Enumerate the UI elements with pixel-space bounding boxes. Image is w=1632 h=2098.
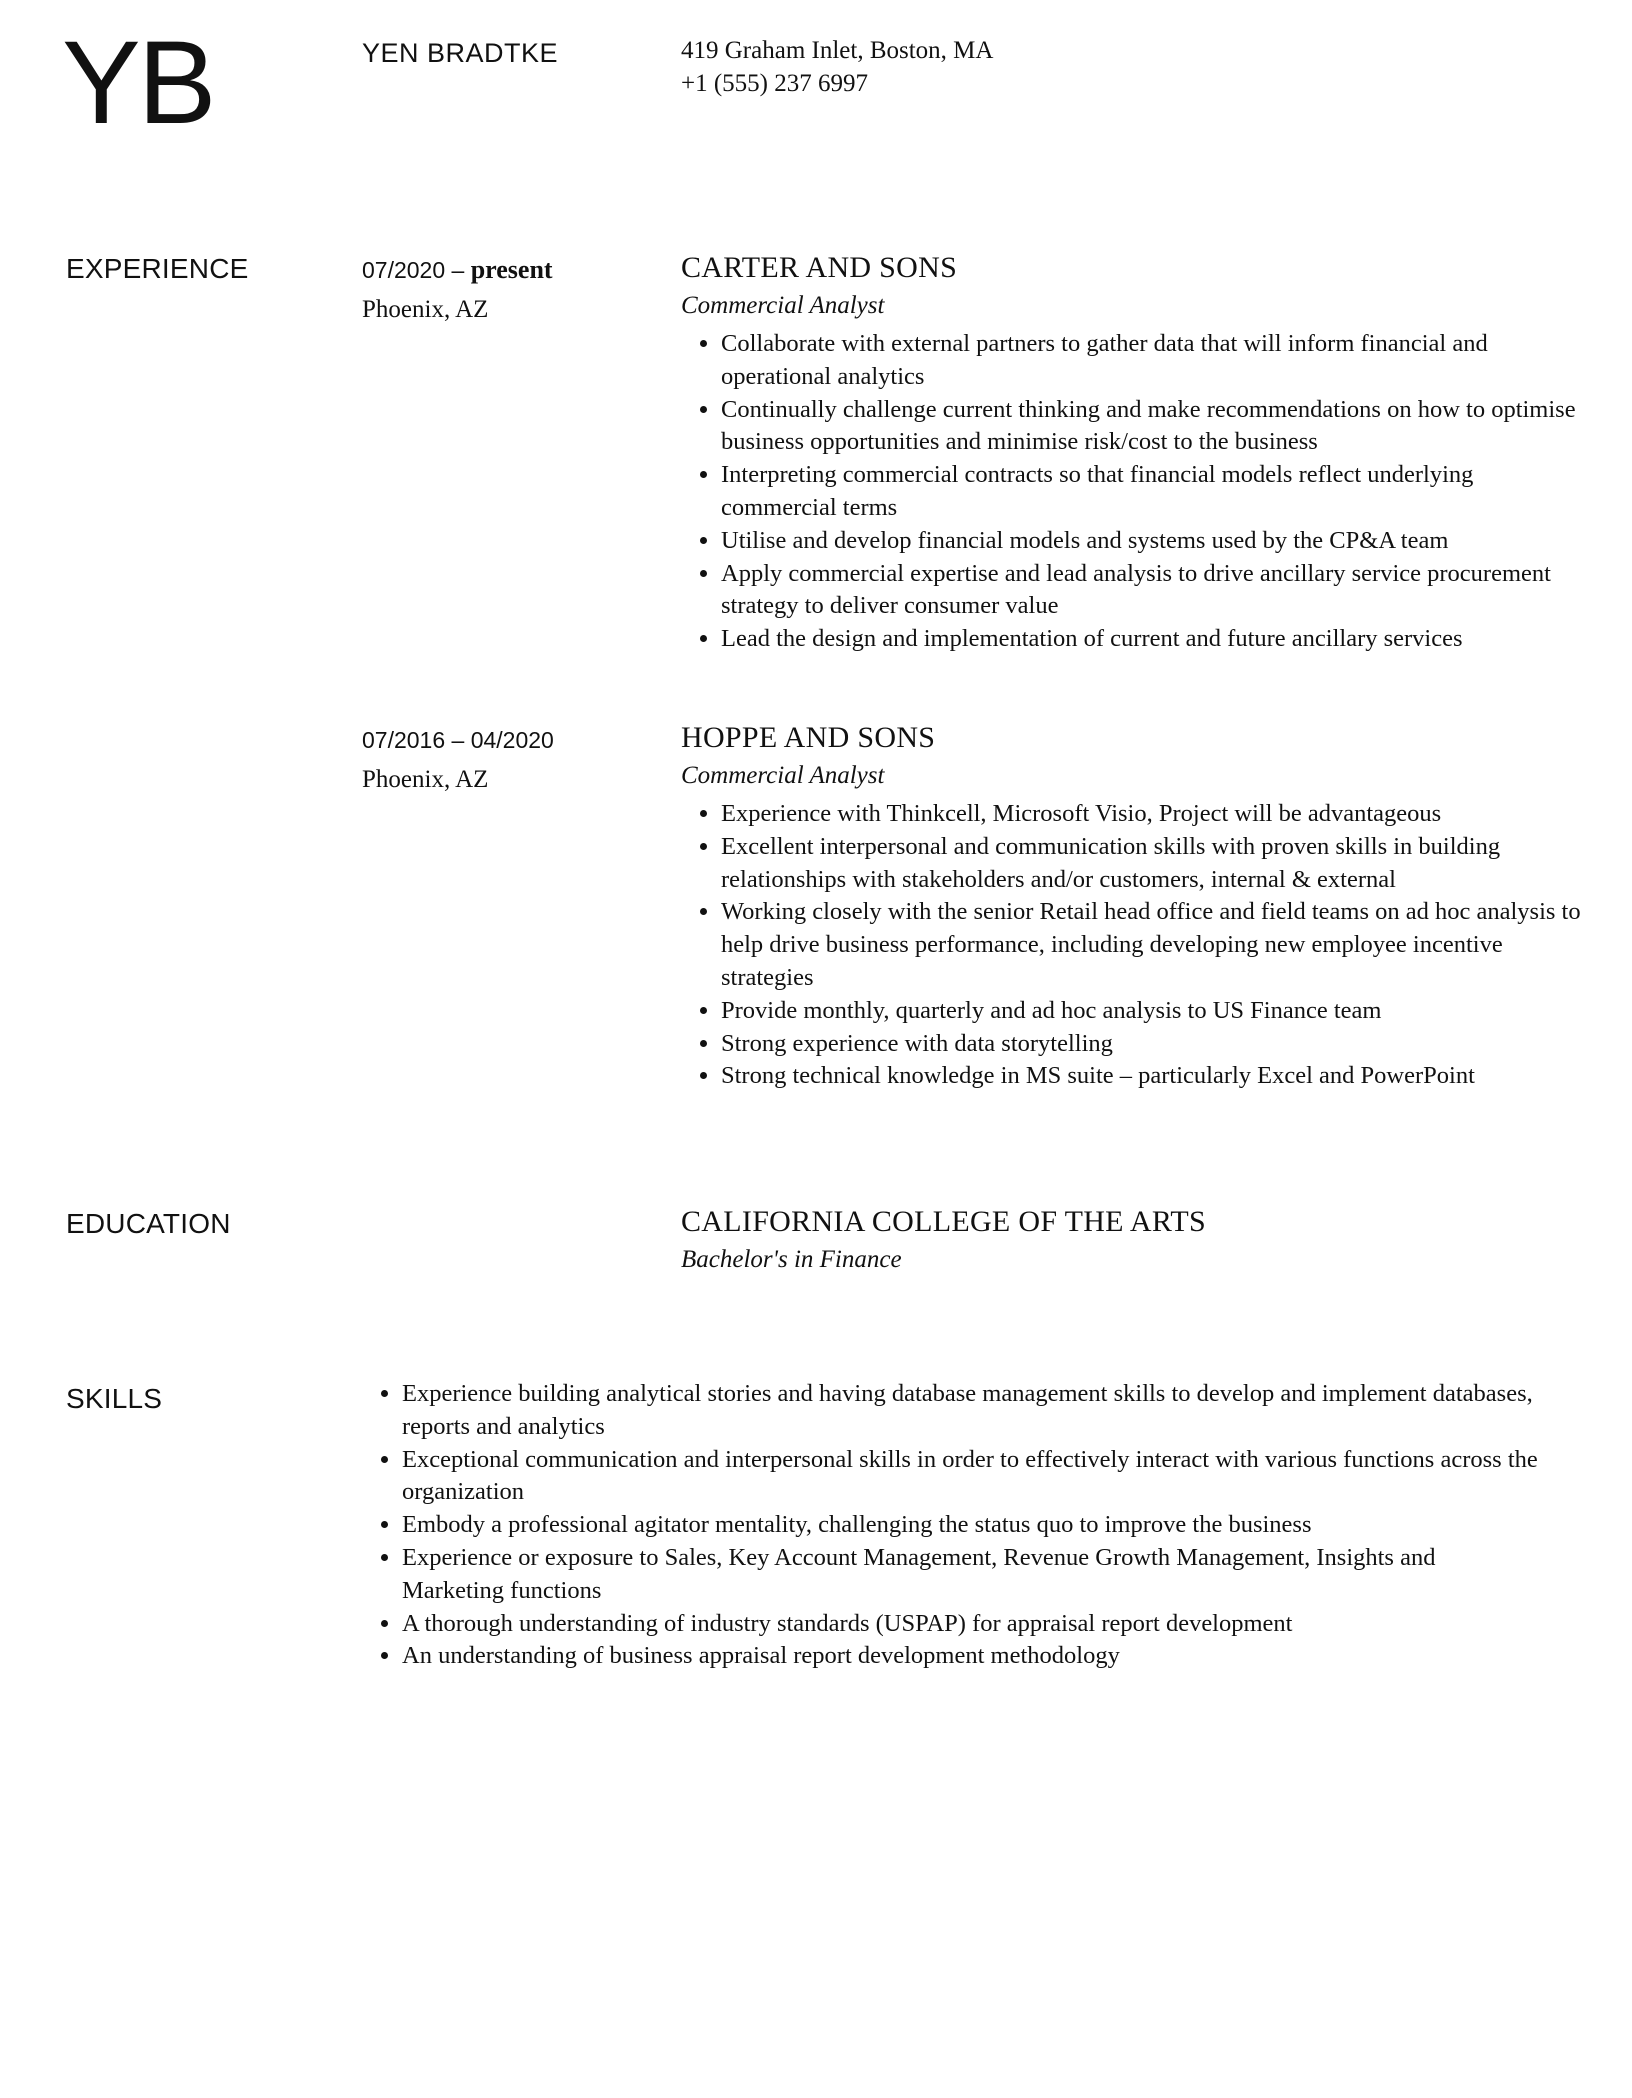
list-item: • Embody a professional agitator mentality, challenging the status quo to improve the business (402, 1509, 1542, 1542)
job-title: Commercial Analyst (681, 762, 885, 789)
list-item: • Provide monthly, quarterly and ad hoc analysis to US Finance team (721, 995, 1581, 1028)
job-location: Phoenix, AZ (362, 766, 489, 793)
contact-info (681, 34, 993, 100)
company-name: CARTER AND SONS (681, 251, 958, 284)
list-item: • Working closely with the senior Retail head office and field teams on ad hoc analysis to help drive business performance, including developing new employee incentive strategies (721, 896, 1581, 994)
job-dates: 07/2016 – 04/2020 (362, 727, 554, 753)
job-dates (362, 250, 553, 290)
job-meta (362, 720, 554, 800)
section-title-skills: SKILLS (66, 1383, 163, 1414)
job-location: Phoenix, AZ (362, 296, 489, 323)
education-entry (681, 1202, 1581, 1278)
job-meta (362, 250, 553, 330)
job-responsibilities (681, 798, 1581, 1093)
list-item: • Strong experience with data storytelling (721, 1028, 1581, 1061)
company-name: HOPPE AND SONS (681, 721, 936, 754)
job-responsibilities (681, 328, 1581, 656)
candidate-name: YEN BRADTKE (362, 38, 559, 68)
list-item: • Interpreting commercial contracts so that financial models reflect underlying commercial terms (721, 459, 1581, 525)
job-date-end: present (470, 255, 553, 284)
list-item: • Continually challenge current thinking and make recommendations on how to optimise business opportunities and minimise risk/cost to the business (721, 394, 1581, 460)
list-item: • Strong technical knowledge in MS suite – particularly Excel and PowerPoint (721, 1060, 1581, 1093)
school-name: CALIFORNIA COLLEGE OF THE ARTS (681, 1205, 1207, 1238)
monogram: YB (62, 17, 214, 149)
address: 419 Graham Inlet, Boston, MA (681, 37, 994, 64)
list-item: • Experience with Thinkcell, Microsoft Visio, Project will be advantageous (721, 798, 1581, 831)
skills-list (362, 1378, 1542, 1673)
job-title: Commercial Analyst (681, 292, 885, 319)
phone-number: +1 (555) 237 6997 (681, 70, 868, 97)
list-item: • Apply commercial expertise and lead analysis to drive ancillary service procurement strategy to deliver consumer value (721, 558, 1581, 624)
list-item: • Experience building analytical stories and having database management skills to develop and implement databases, reports and analytics (402, 1378, 1542, 1444)
list-item: • An understanding of business appraisal report development methodology (402, 1640, 1542, 1673)
list-item: • Collaborate with external partners to gather data that will inform financial and operational analytics (721, 328, 1581, 394)
skills-list-container (362, 1378, 1542, 1673)
list-item: • A thorough understanding of industry standards (USPAP) for appraisal report development (402, 1608, 1542, 1641)
job-entry (681, 718, 1581, 1093)
section-title-experience: EXPERIENCE (66, 253, 249, 284)
list-item: • Exceptional communication and interpersonal skills in order to effectively interact with various functions across the organization (402, 1444, 1542, 1510)
list-item: • Lead the design and implementation of current and future ancillary services (721, 623, 1581, 656)
job-date-start: 07/2020 – (362, 257, 465, 283)
section-title-education: EDUCATION (66, 1208, 231, 1239)
list-item: • Experience or exposure to Sales, Key Account Management, Revenue Growth Management, Insights and Marketing functions (402, 1542, 1542, 1608)
degree: Bachelor's in Finance (681, 1246, 902, 1273)
list-item: • Utilise and develop financial models and systems used by the CP&A team (721, 525, 1581, 558)
job-entry (681, 248, 1581, 656)
list-item: • Excellent interpersonal and communication skills with proven skills in building relationships with stakeholders and/or customers, internal & external (721, 831, 1581, 897)
